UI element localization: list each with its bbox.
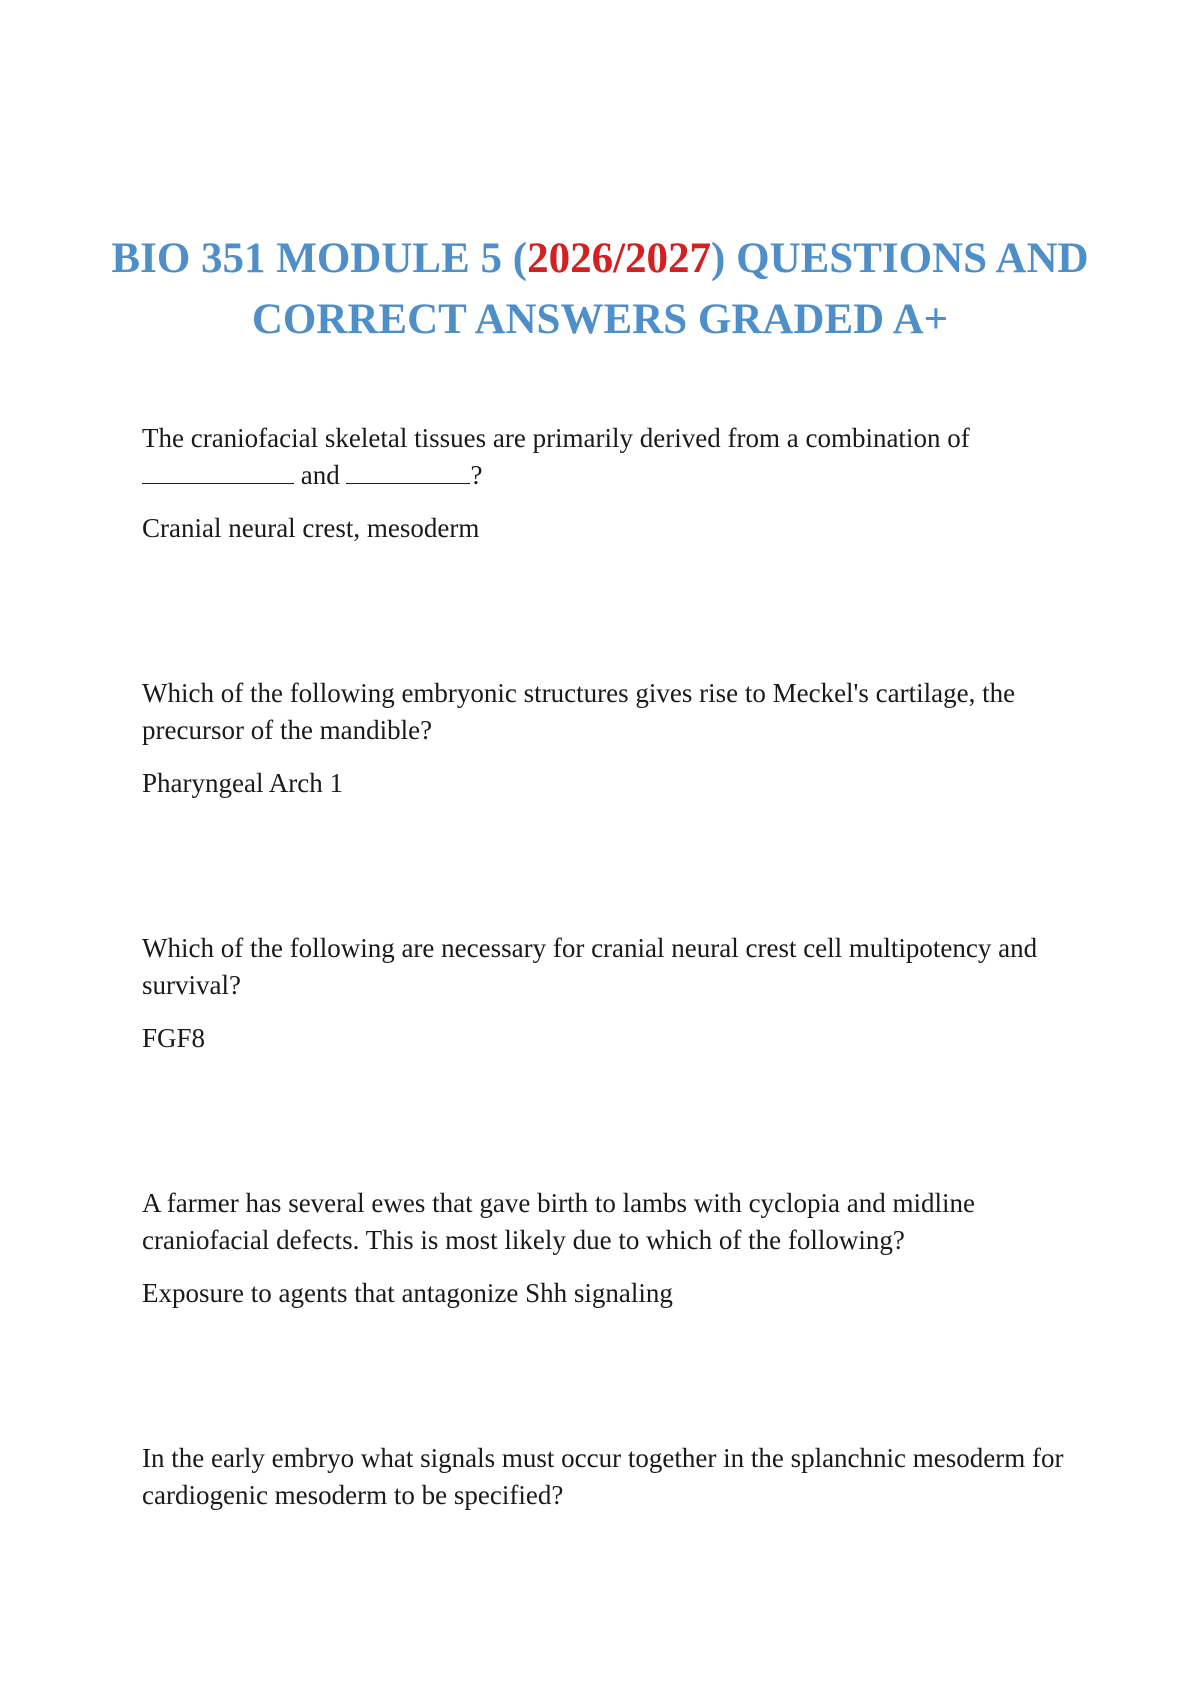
question-1-text-start: The craniofacial skeletal tissues are primarily derived from a combination of [142,423,970,453]
answer-blank-2 [346,457,470,484]
qa-item-5 [142,1440,1082,1514]
question-3: Which of the following are necessary for cranial neural crest cell multipotency and survival? [142,933,1038,1000]
answer-1: Cranial neural crest, mesoderm [142,513,480,543]
answer-3: FGF8 [142,1023,206,1053]
question-1-text-end: ? [470,460,483,490]
qa-item-3 [142,930,1082,1057]
answer-blank-1 [142,457,294,484]
question-2: Which of the following embryonic structures gives rise to Meckel's cartilage, the precursor of the mandible? [142,678,1016,745]
answer-2: Pharyngeal Arch 1 [142,768,343,798]
title-year: 2026/2027 [527,235,712,282]
question-1-text-mid: and [294,460,347,490]
answer-4: Exposure to agents that antagonize Shh signaling [142,1278,673,1308]
question-5: In the early embryo what signals must occur together in the splanchnic mesoderm for cardiogenic mesoderm to be specified? [142,1443,1064,1510]
qa-item-2 [142,675,1082,802]
question-4: A farmer has several ewes that gave birth to lambs with cyclopia and midline craniofacial defects. This is most likely due to which of the following? [142,1188,975,1255]
document-title [100,228,1100,350]
qa-item-1 [142,420,1082,547]
qa-item-4 [142,1185,1082,1312]
title-prefix: BIO 351 MODULE 5 ( [111,235,528,282]
question-1 [142,420,1082,494]
title-suffix: ) QUESTIONS AND CORRECT ANSWERS GRADED A+ [251,235,1089,343]
